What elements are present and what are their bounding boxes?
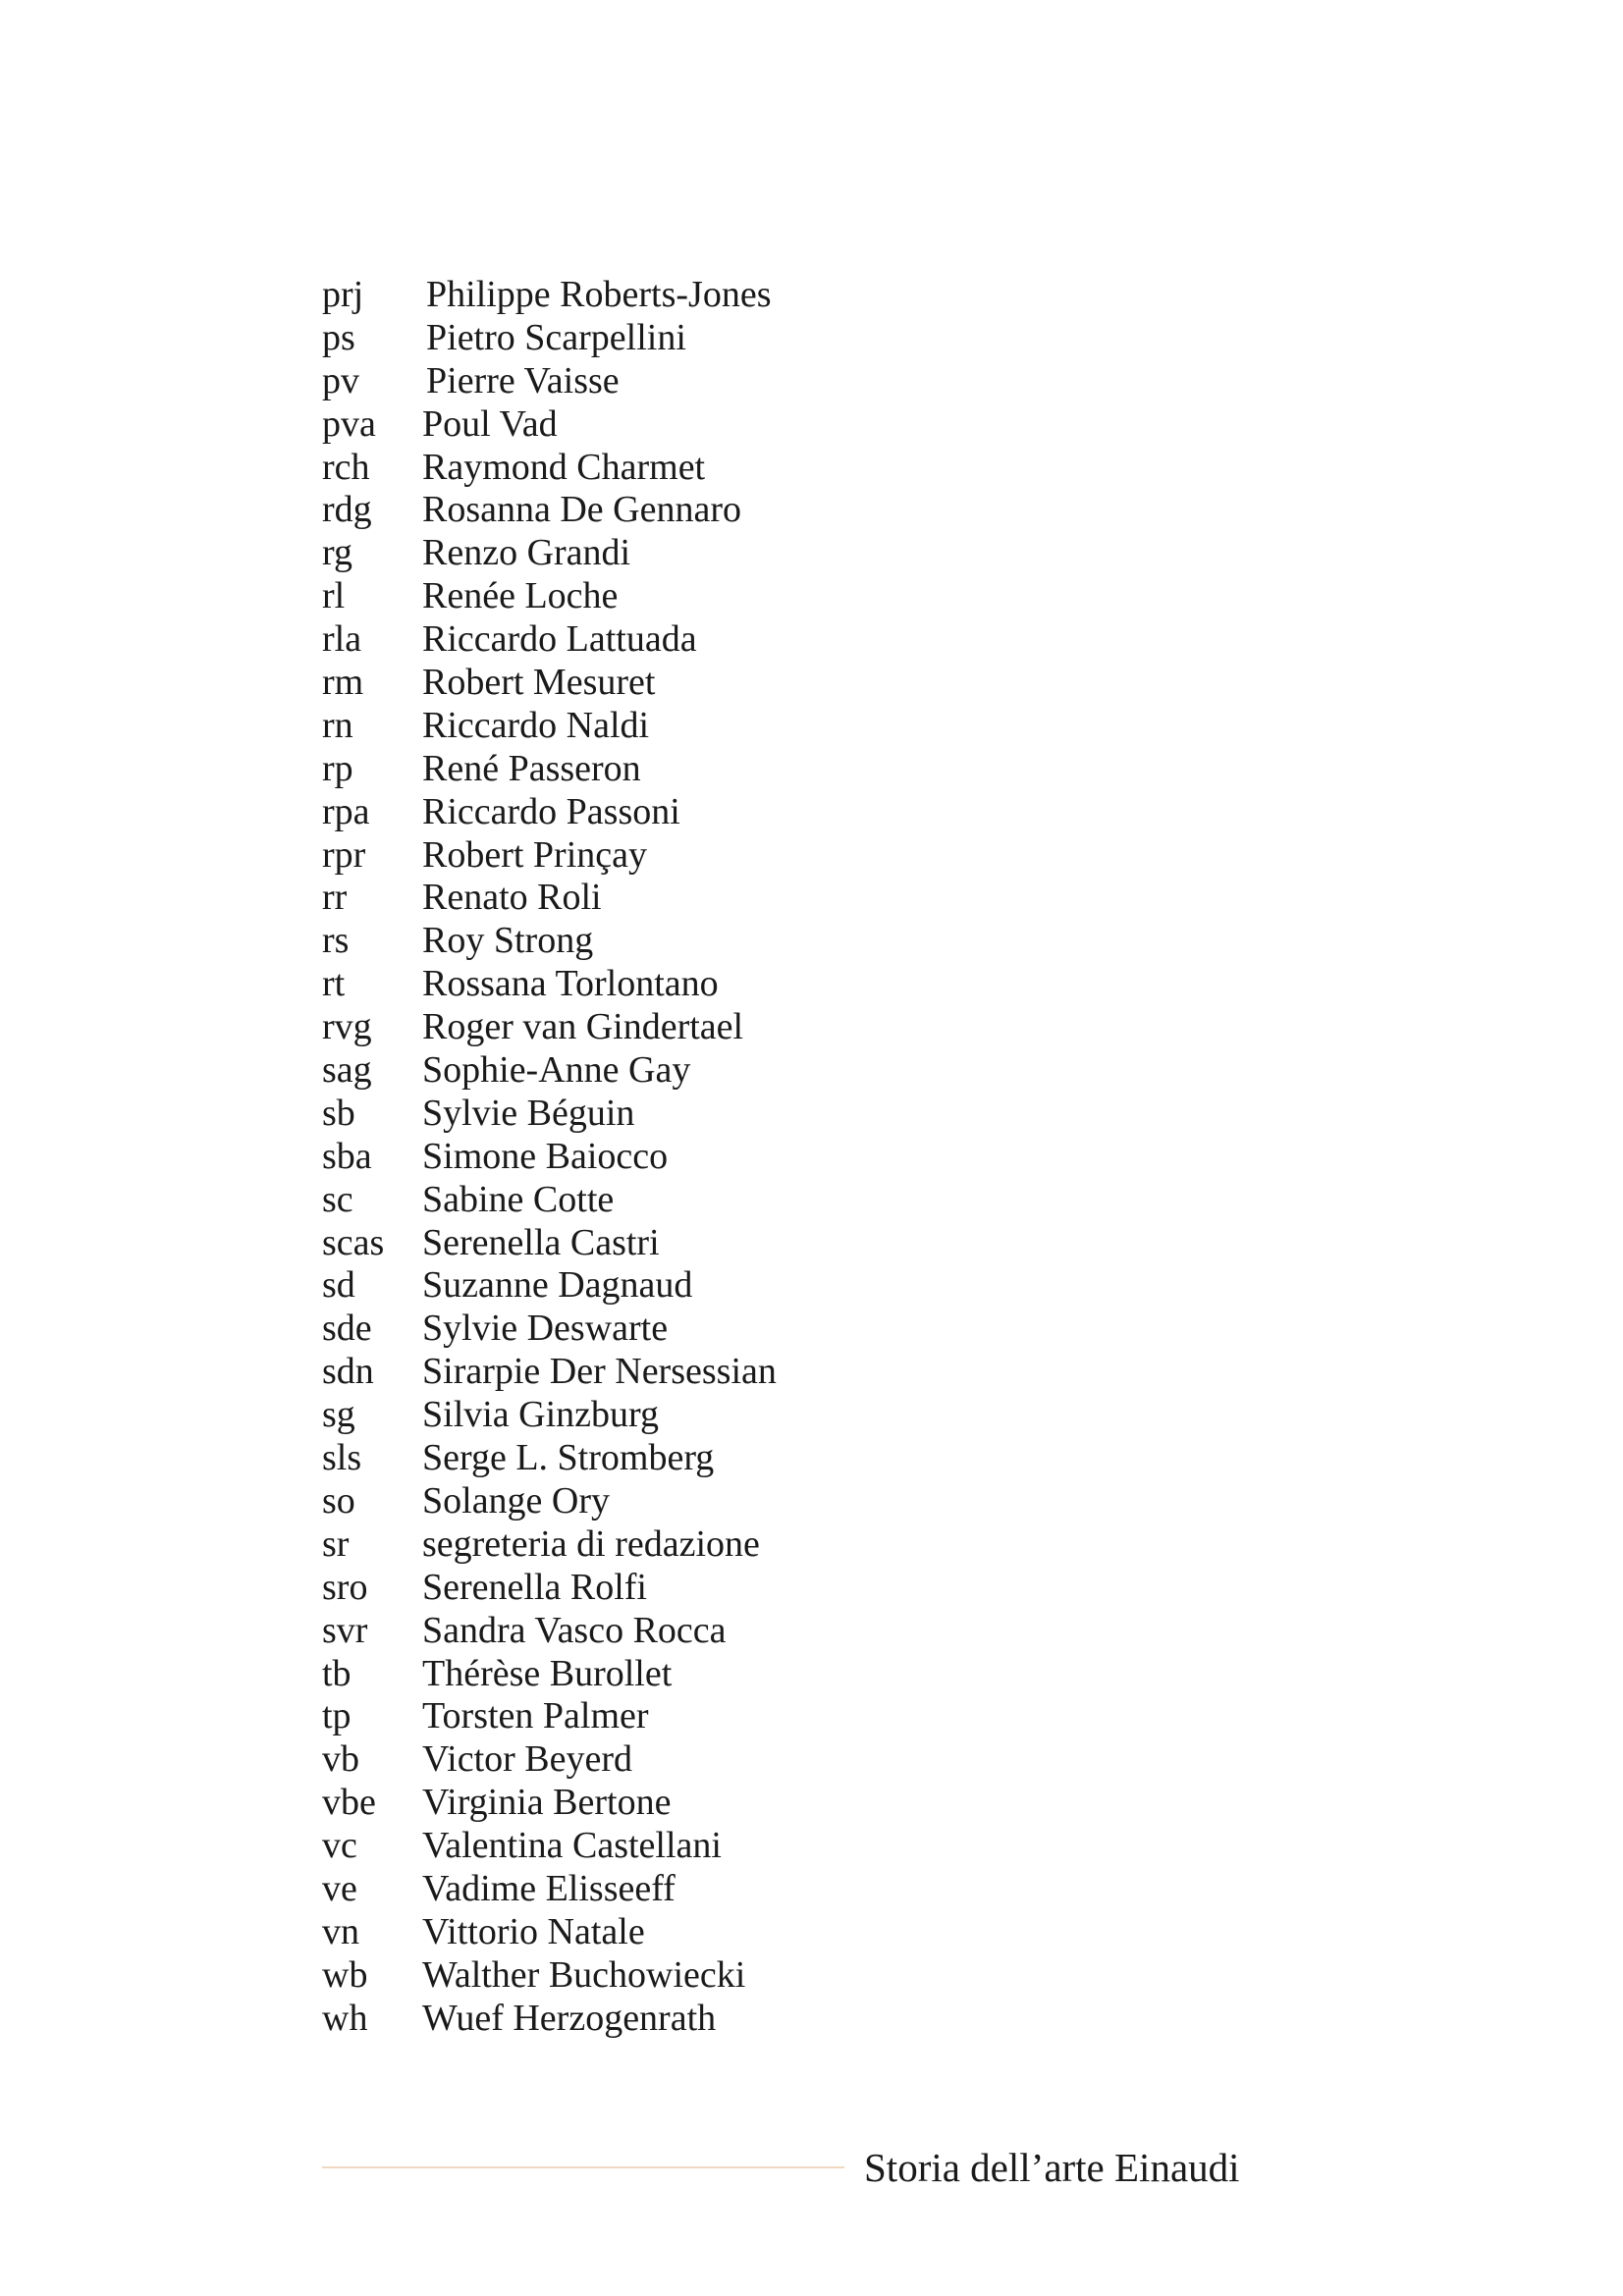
list-item xyxy=(322,1394,1009,1437)
footer-title: Storia dell’arte Einaudi xyxy=(864,2145,1240,2190)
contributors-list xyxy=(322,274,1009,2041)
entry-name: Riccardo Naldi xyxy=(422,704,650,746)
entry-name: Vadime Elisseeff xyxy=(422,1867,676,1909)
list-item xyxy=(322,1738,1009,1782)
entry-name: Poul Vad xyxy=(422,402,558,445)
entry-abbreviation: rm xyxy=(322,662,364,704)
entry-name: Renzo Grandi xyxy=(422,532,631,574)
entry-name: Serge L. Stromberg xyxy=(422,1437,715,1479)
list-item xyxy=(322,1868,1009,1911)
list-item xyxy=(322,1480,1009,1523)
entry-abbreviation: sde xyxy=(322,1308,372,1350)
list-item xyxy=(322,877,1009,920)
entry-abbreviation: sba xyxy=(322,1135,372,1177)
list-item xyxy=(322,748,1009,791)
entry-name: Sophie-Anne Gay xyxy=(422,1049,691,1092)
entry-abbreviation: wb xyxy=(322,1953,368,1996)
list-item xyxy=(322,618,1009,662)
list-item xyxy=(322,1136,1009,1179)
list-item xyxy=(322,920,1009,963)
entry-abbreviation: vn xyxy=(322,1910,359,1952)
list-item xyxy=(322,1911,1009,1954)
list-item xyxy=(322,1264,1009,1308)
entry-abbreviation: rch xyxy=(322,446,370,488)
entry-abbreviation: rp xyxy=(322,747,353,789)
entry-abbreviation: so xyxy=(322,1479,355,1522)
list-item xyxy=(322,791,1009,834)
entry-name: Sabine Cotte xyxy=(422,1178,615,1220)
entry-name: segreteria di redazione xyxy=(422,1522,760,1565)
entry-name: Walther Buchowiecki xyxy=(422,1953,746,1996)
entry-abbreviation: rvg xyxy=(322,1006,372,1048)
entry-name: Riccardo Lattuada xyxy=(422,618,697,661)
entry-abbreviation: ve xyxy=(322,1867,357,1909)
entry-abbreviation: rt xyxy=(322,963,346,1005)
entry-abbreviation: scas xyxy=(322,1221,385,1263)
list-item xyxy=(322,963,1009,1006)
entry-name: Sandra Vasco Rocca xyxy=(422,1609,727,1651)
entry-abbreviation: rl xyxy=(322,575,346,617)
entry-abbreviation: sro xyxy=(322,1566,368,1608)
entry-name: Sirarpie Der Nersessian xyxy=(422,1351,777,1393)
entry-abbreviation: rpa xyxy=(322,790,370,832)
list-item xyxy=(322,662,1009,705)
list-item xyxy=(322,1653,1009,1696)
list-item xyxy=(322,532,1009,575)
entry-name: Renato Roli xyxy=(422,877,602,919)
entry-abbreviation: sr xyxy=(322,1522,350,1565)
entry-name: Rosanna De Gennaro xyxy=(422,489,742,531)
entry-name: Thérèse Burollet xyxy=(422,1652,673,1694)
list-item xyxy=(322,447,1009,490)
entry-name: Simone Baiocco xyxy=(422,1135,669,1177)
page-footer xyxy=(322,2140,1279,2195)
entry-name: Vittorio Natale xyxy=(422,1910,645,1952)
entry-abbreviation: wh xyxy=(322,1997,368,2039)
entry-abbreviation: sg xyxy=(322,1394,355,1436)
entry-name: Virginia Bertone xyxy=(422,1782,672,1824)
entry-abbreviation: rg xyxy=(322,532,352,574)
entry-abbreviation: tp xyxy=(322,1695,352,1737)
entry-abbreviation: rn xyxy=(322,704,353,746)
entry-name: Torsten Palmer xyxy=(422,1695,649,1737)
list-item xyxy=(322,317,1009,360)
list-item xyxy=(322,403,1009,447)
entry-abbreviation: rr xyxy=(322,877,348,919)
entry-abbreviation: vc xyxy=(322,1825,357,1867)
entry-abbreviation: rs xyxy=(322,920,350,962)
list-item xyxy=(322,360,1009,403)
list-item xyxy=(322,1567,1009,1610)
entry-name: Suzanne Dagnaud xyxy=(422,1264,693,1307)
entry-abbreviation: rpr xyxy=(322,833,366,876)
list-item xyxy=(322,1825,1009,1868)
entry-abbreviation: prj xyxy=(322,274,364,315)
entry-name: Serenella Rolfi xyxy=(422,1566,647,1608)
entry-abbreviation: sd xyxy=(322,1264,355,1307)
list-item xyxy=(322,489,1009,532)
entry-abbreviation: svr xyxy=(322,1609,368,1651)
list-item xyxy=(322,274,1009,317)
list-item xyxy=(322,834,1009,878)
list-item xyxy=(322,1437,1009,1480)
entry-name: Rossana Torlontano xyxy=(422,963,719,1005)
list-item xyxy=(322,1308,1009,1351)
list-item xyxy=(322,1006,1009,1049)
list-item xyxy=(322,1954,1009,1998)
list-item xyxy=(322,1523,1009,1567)
list-item xyxy=(322,1695,1009,1738)
entry-name: Philippe Roberts-Jones xyxy=(426,274,772,315)
entry-name: Robert Mesuret xyxy=(422,662,656,704)
entry-abbreviation: sc xyxy=(322,1178,353,1220)
entry-name: René Passeron xyxy=(422,747,641,789)
entry-name: Riccardo Passoni xyxy=(422,790,680,832)
entry-abbreviation: sb xyxy=(322,1092,355,1134)
list-item xyxy=(322,1179,1009,1222)
entry-name: Renée Loche xyxy=(422,575,619,617)
entry-name: Victor Beyerd xyxy=(422,1738,633,1781)
entry-name: Valentina Castellani xyxy=(422,1825,722,1867)
entry-name: Roy Strong xyxy=(422,920,594,962)
list-item xyxy=(322,1093,1009,1136)
list-item xyxy=(322,1222,1009,1265)
list-item xyxy=(322,1998,1009,2041)
entry-abbreviation: sls xyxy=(322,1437,362,1479)
entry-name: Raymond Charmet xyxy=(422,446,706,488)
list-item xyxy=(322,1782,1009,1825)
entry-abbreviation: vbe xyxy=(322,1782,376,1824)
list-item xyxy=(322,705,1009,748)
entry-abbreviation: tb xyxy=(322,1652,352,1694)
entry-abbreviation: rdg xyxy=(322,489,372,531)
entry-abbreviation: rla xyxy=(322,618,362,661)
list-item xyxy=(322,1610,1009,1653)
entry-name: Silvia Ginzburg xyxy=(422,1394,660,1436)
entry-abbreviation: sag xyxy=(322,1049,372,1092)
list-item xyxy=(322,1049,1009,1093)
entry-abbreviation: ps xyxy=(322,316,355,358)
entry-abbreviation: pv xyxy=(322,359,359,401)
entry-name: Solange Ory xyxy=(422,1479,611,1522)
entry-abbreviation: pva xyxy=(322,402,376,445)
entry-abbreviation: vb xyxy=(322,1738,359,1781)
entry-name: Serenella Castri xyxy=(422,1221,660,1263)
entry-name: Sylvie Deswarte xyxy=(422,1308,669,1350)
footer-rule xyxy=(322,2166,844,2168)
entry-name: Sylvie Béguin xyxy=(422,1092,635,1134)
entry-name: Pietro Scarpellini xyxy=(426,316,686,358)
entry-name: Wuef Herzogenrath xyxy=(422,1997,717,2039)
list-item xyxy=(322,575,1009,618)
list-item xyxy=(322,1351,1009,1394)
entry-name: Pierre Vaisse xyxy=(426,359,620,401)
entry-name: Roger van Gindertael xyxy=(422,1006,744,1048)
entry-abbreviation: sdn xyxy=(322,1351,374,1393)
entry-name: Robert Prinçay xyxy=(422,833,648,876)
